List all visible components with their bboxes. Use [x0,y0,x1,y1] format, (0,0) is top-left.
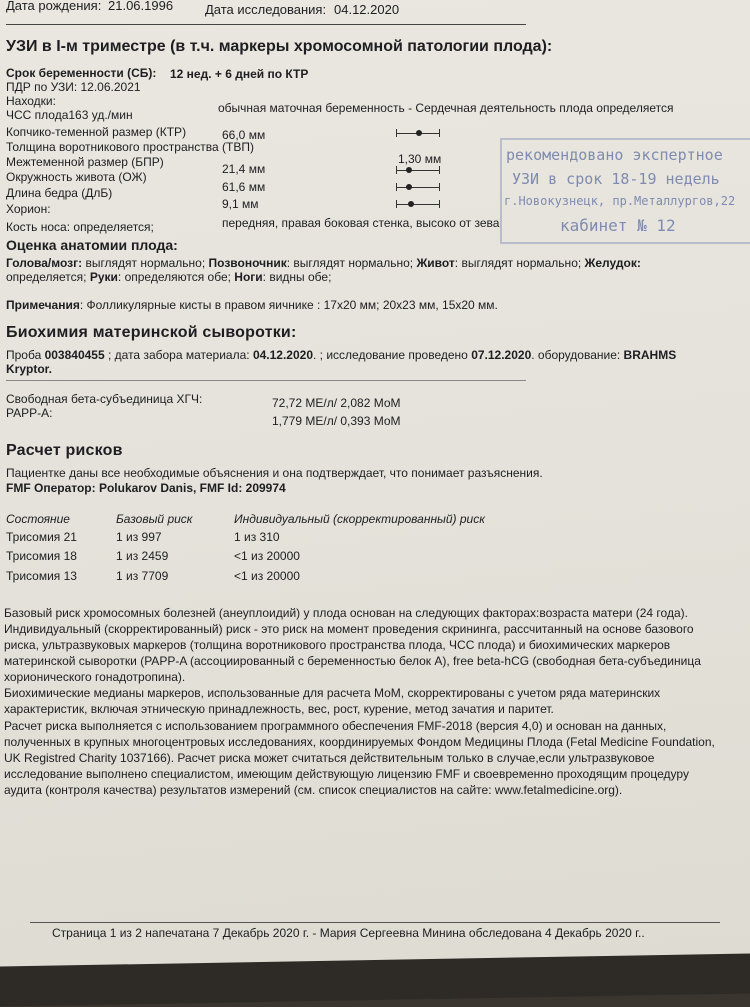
oj-range-marker [396,182,440,192]
anatomy-spine-value: : выглядят нормально; [286,256,417,270]
equipment-value: BRAHMS [623,348,677,362]
anatomy-spine-label: Позвоночник [208,256,287,270]
chorion-value: передняя, правая боковая стенка, высоко от зева [222,216,500,230]
stamp-line-2: УЗИ в срок 18-19 недель [512,170,720,188]
risk-row-3-individual: <1 из 20000 [234,569,300,583]
footer-divider [30,922,720,923]
risk-row-3-condition: Трисомия 13 [6,569,77,583]
col-base-risk: Базовый риск [116,512,193,526]
anatomy-line-2 [6,270,331,284]
risk-row-2-base: 1 из 2459 [116,549,169,563]
sample-date-label: ; дата забора материала: [104,348,253,362]
sample-id: 003840455 [44,348,105,362]
sample-label: Проба [6,348,45,362]
exam-date-value: 04.12.2020 [334,2,400,17]
measure-value-dlb: 9,1 мм [222,197,259,211]
risk-paragraph-line-3: риска, ультразвуковых маркеров (толщина воротникового пространства плода, ЧСС плода) и биохимических маркеров [4,638,671,652]
anatomy-arms-label: Руки [89,270,118,284]
anatomy-title: Оценка анатомии плода: [6,237,178,253]
nasal-bone: Кость носа: определяется; [6,220,154,234]
header-divider [6,24,526,25]
col-condition: Состояние [6,512,70,526]
analysis-date: 07.12.2020 [471,348,532,362]
anatomy-abdomen-label: Живот [416,256,455,270]
ultrasound-title: УЗИ в I-м триместре (в т.ч. маркеры хромосомной патологии плода): [6,38,553,55]
chorion-label: Хорион: [6,202,51,216]
risk-row-3-base: 1 из 7709 [116,569,169,583]
risk-paragraph-line-6: Биохимические медианы маркеров, использованные для расчета МоМ, скорректированы с учетом ряда материнских [4,686,661,700]
fmf-operator: FMF Оператор: Polukarov Danis, FMF Id: 209974 [6,481,286,495]
biochem-title: Биохимия материнской сыворотки: [6,324,297,341]
dlb-range-marker [396,199,440,209]
sample-date: 04.12.2020 [252,348,313,362]
hcg-label: Свободная бета-субъединица ХГЧ: [6,392,203,406]
risk-row-1-base: 1 из 997 [116,530,162,544]
anatomy-stomach-label: Желудок: [584,256,641,270]
note-value: : Фолликулярные кисты в правом яичнике : 17х20 мм; 20х23 мм, 15х20 мм. [79,298,498,312]
risk-row-1-individual: 1 из 310 [234,530,280,544]
risk-intro: Пациентке даны все необходимые объяснения и она подтверждает, что понимает разъяснения. [6,466,543,480]
risk-row-2-individual: <1 из 20000 [234,549,300,563]
measure-label-oj: Окружность живота (ОЖ) [6,170,147,184]
pdr-line: ПДР по УЗИ: 12.06.2021 [6,80,141,94]
anatomy-head-value: выглядят нормально; [82,256,209,270]
anatomy-arms-value: : определяются обе; [117,270,235,284]
measure-value-ktr: 66,0 мм [222,128,266,142]
col-individual-risk: Индивидуальный (скорректированный) риск [234,512,485,526]
sample-line [6,348,676,362]
risk-paragraph-line-12: аудита (контроля качества) результатов измерений (см. список специалистов на сайте: www.fetalmedicine.org). [4,783,623,797]
measure-label-tvp: Толщина воротникового пространства (ТВП) [6,140,254,154]
analysis-date-label: . ; исследование проведено [313,348,472,362]
risk-paragraph-line-1: Базовый риск хромосомных болезней (анеуплоидий) у плода основан на следующих факторах:возраста матери (24 года). [4,606,688,620]
birth-date-label: Дата рождения: [6,0,102,13]
pappa-value: 1,779 МЕ/л/ 0,393 МоМ [272,414,401,428]
biochem-divider [6,380,526,381]
stamp-line-3: г.Новокузнецк, пр.Металлургов,22 [504,194,736,208]
anatomy-line-1 [6,256,641,270]
stamp-line-1: рекомендовано экспертное [506,146,723,164]
exam-date-label: Дата исследования: [205,2,327,17]
heart-rate: ЧСС плода163 уд./мин [6,108,133,122]
ktr-range-marker [396,128,440,138]
risk-paragraph-line-7: характеристик, включая этническую принадлежность, вес, рост, курение, метод зачатия и паритет. [4,702,554,716]
bpr-range-marker [396,165,440,175]
risk-paragraph-line-10: UK Registred Charity 1037166). Расчет риска может считаться действительным только в случае,если ультразвуковое [4,751,655,765]
equipment-value-2: Kryptor. [6,362,53,376]
birth-date-value: 21.06.1996 [108,0,174,13]
risk-title: Расчет рисков [6,442,123,459]
measure-value-oj: 61,6 мм [222,180,266,194]
stamp-line-4: кабинет № 12 [560,216,676,235]
anatomy-note [6,298,498,312]
risk-paragraph-line-9: полученных в крупных многоцентровых исследованиях, координируемых Фондом Медицины Плода (Fetal Medicine Foundation, [4,735,715,749]
findings-label: Находки: [6,94,56,108]
measure-label-dlb: Длина бедра (ДлБ) [6,186,113,200]
anatomy-legs-value: : видны обе; [262,270,332,284]
findings-value: обычная маточная беременность - Сердечная деятельность плода определяется [218,101,674,115]
risk-paragraph-line-8: Расчет риска выполняется с использованием программного обеспечения FMF-2018 (версия 4,0) и основан на данных, [4,719,667,733]
anatomy-stomach-value: определяется; [6,270,90,284]
risk-paragraph-line-4: материнской сыворотки (PAPP-A (ассоциированный с беременностью белок А), free beta-hCG (свободная бета-субъединица [4,654,701,668]
measure-value-tvp: 1,30 мм [398,152,442,166]
measure-value-bpr: 21,4 мм [222,162,266,176]
measure-label-ktr: Копчико-теменной размер (КТР) [6,125,187,139]
hcg-value: 72,72 МЕ/л/ 2,082 МоМ [272,396,401,410]
pappa-label: PAPP-A: [6,406,53,420]
anatomy-head-label: Голова/мозг: [6,256,83,270]
note-label: Примечания [6,298,80,312]
anatomy-legs-label: Ноги [234,270,263,284]
measure-label-bpr: Межтеменной размер (БПР) [6,155,164,169]
anatomy-abdomen-value: : выглядят нормально; [454,256,585,270]
risk-paragraph-line-5: хорионического гонадотропина). [4,670,186,684]
footer-text: Страница 1 из 2 напечатана 7 Декабрь 2020 г. - Мария Сергеевна Минина обследована 4 Декабрь 2020 г.. [52,926,645,940]
term-label: Срок беременности (СБ): [6,66,157,80]
risk-row-2-condition: Трисомия 18 [6,549,77,563]
term-value: 12 нед. + 6 дней по КТР [170,67,309,81]
risk-row-1-condition: Трисомия 21 [6,530,77,544]
risk-paragraph-line-11: исследование выполнено специалистом, имеющим действующую лицензию FMF и своевременно проходящим процедуру [4,767,689,781]
risk-paragraph-line-2: Индивидуальный (скорректированный) риск - это риск на момент проведения скрининга, рассчитанный на основе базового [4,622,694,636]
equipment-label: . оборудование: [531,348,624,362]
